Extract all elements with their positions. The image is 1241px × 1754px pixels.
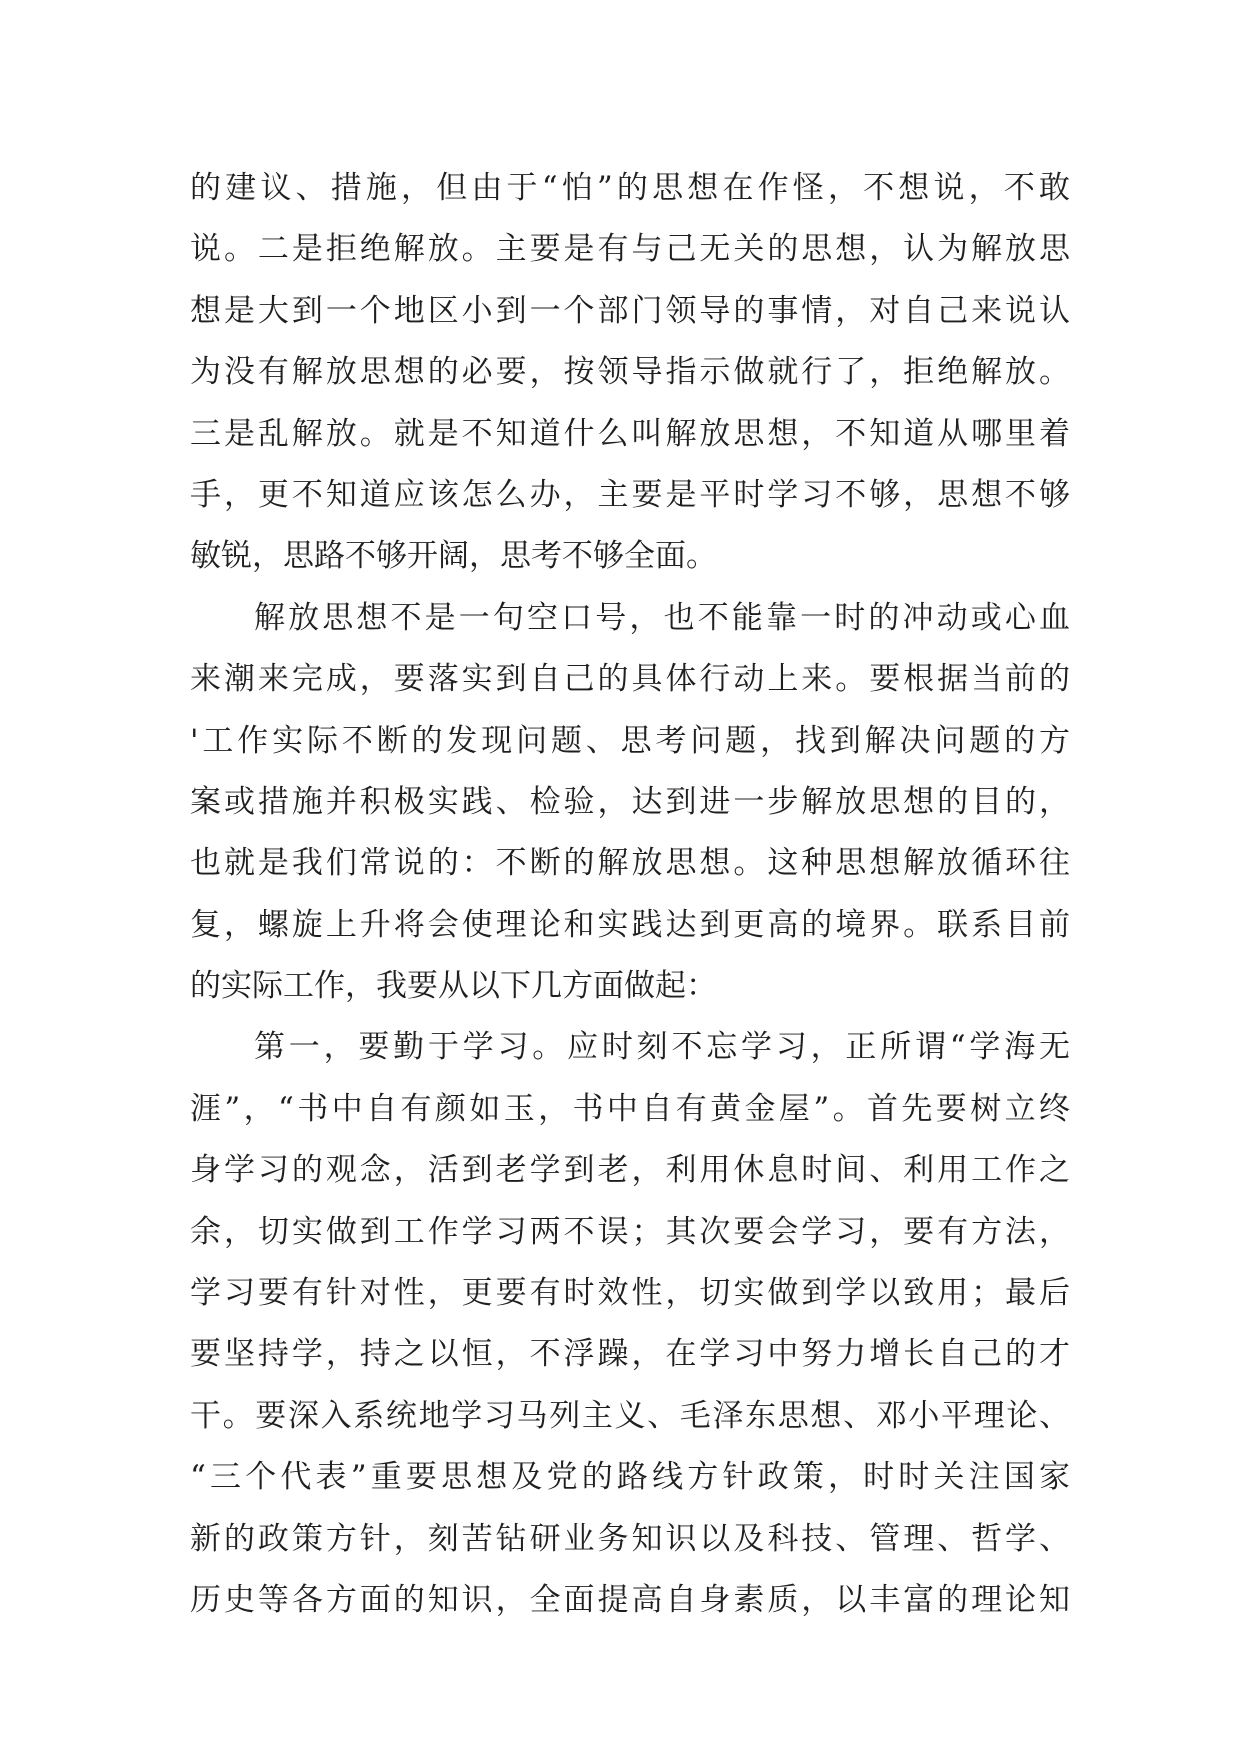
text-line: 复，螺旋上升将会使理论和实践达到更高的境界。联系目前: [190, 906, 1070, 943]
text-line: 干。要深入系统地学习马列主义、毛泽东思想、邓小平理论、: [190, 1397, 1070, 1434]
text-line: 身学习的观念，活到老学到老，利用休息时间、利用工作之: [190, 1152, 1070, 1189]
text-line: 手，更不知道应该怎么办，主要是平时学习不够，思想不够: [190, 476, 1070, 513]
text-line: 为没有解放思想的必要，按领导指示做就行了，拒绝解放。: [190, 354, 1070, 391]
text-line: 案或措施并积极实践、检验，达到进一步解放思想的目的，: [190, 783, 1070, 820]
text-line: 新的政策方针，刻苦钻研业务知识以及科技、管理、哲学、: [190, 1520, 1070, 1557]
text-line: '工作实际不断的发现问题、思考问题，找到解决问题的方: [190, 722, 1070, 759]
text-line: 想是大到一个地区小到一个部门领导的事情，对自己来说认: [190, 292, 1070, 329]
text-line: 来潮来完成，要落实到自己的具体行动上来。要根据当前的: [190, 661, 1070, 698]
text-line: 学习要有针对性，更要有时效性，切实做到学以致用；最后: [190, 1275, 1070, 1312]
text-line: 三是乱解放。就是不知道什么叫解放思想，不知道从哪里着: [190, 415, 1070, 452]
text-line: 解放思想不是一句空口号，也不能靠一时的冲动或心血: [254, 599, 1070, 636]
text-line: “三个代表”重要思想及党的路线方针政策，时时关注国家: [190, 1459, 1070, 1496]
text-line: 说。二是拒绝解放。主要是有与己无关的思想，认为解放思: [190, 231, 1070, 268]
text-line: 余，切实做到工作学习两不误；其次要会学习，要有方法，: [190, 1213, 1070, 1250]
text-line: 第一，要勤于学习。应时刻不忘学习，正所谓“学海无: [254, 1029, 1070, 1066]
text-line: 也就是我们常说的：不断的解放思想。这种思想解放循环往: [190, 845, 1070, 882]
text-line: 的建议、措施，但由于“怕”的思想在作怪，不想说，不敢: [190, 170, 1070, 206]
text-line: 的实际工作，我要从以下几方面做起：: [190, 968, 717, 1005]
body-text: [190, 158, 1070, 1631]
text-line: 要坚持学，持之以恒，不浮躁，在学习中努力增长自己的才: [190, 1336, 1070, 1373]
text-line: 敏锐，思路不够开阔，思考不够全面。: [190, 538, 717, 575]
text-line: 历史等各方面的知识，全面提高自身素质，以丰富的理论知: [190, 1581, 1070, 1618]
text-line: 涯”，“书中自有颜如玉，书中自有黄金屋”。首先要树立终: [190, 1090, 1070, 1127]
